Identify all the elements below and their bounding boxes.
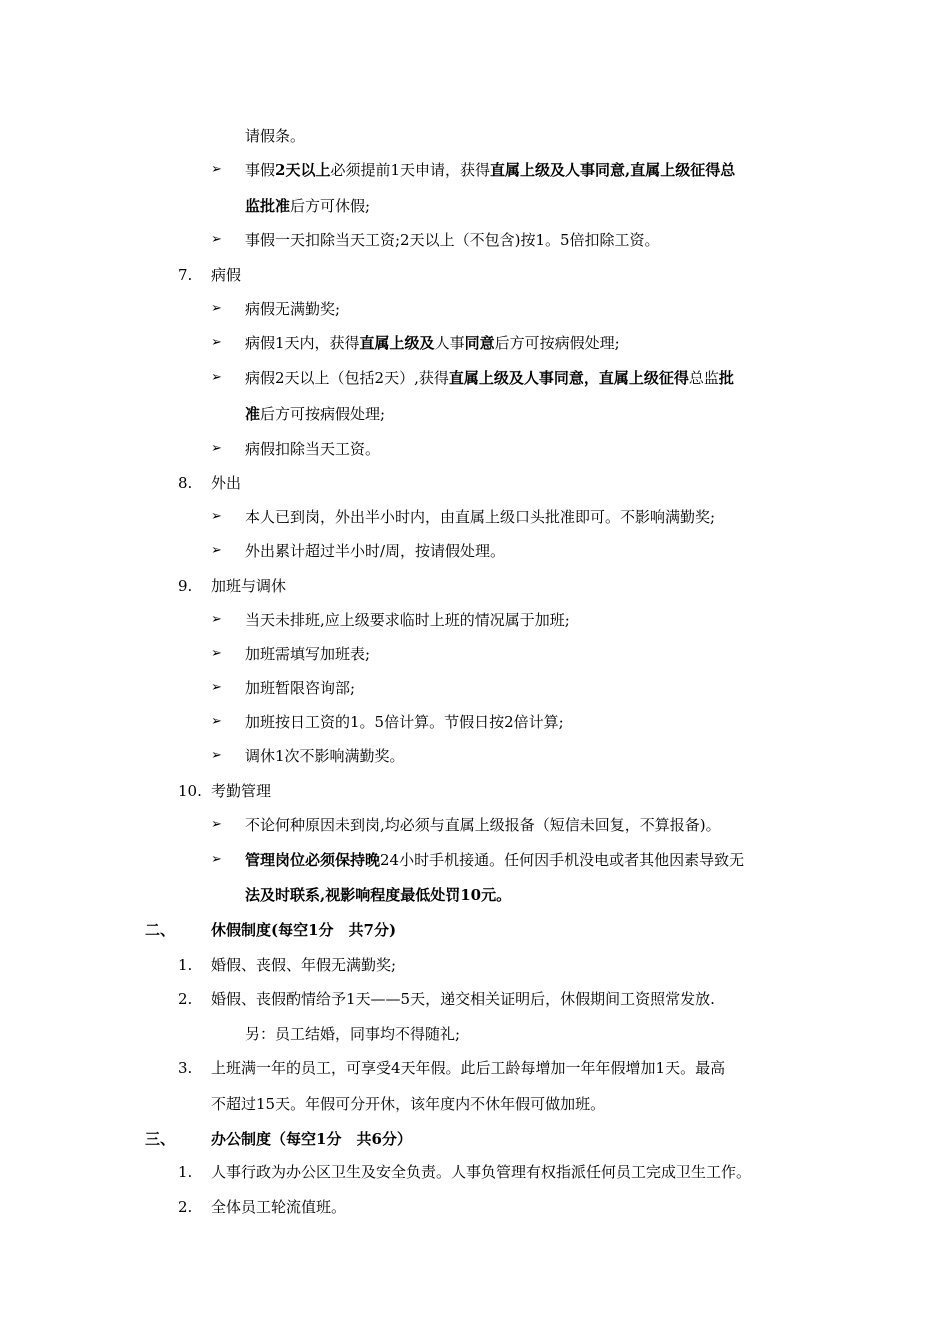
bullet-text: 病假无满勤奖; — [245, 300, 341, 318]
text-run: 人事 — [434, 334, 465, 352]
bold-run: 同意 — [464, 334, 495, 352]
bold-run: 准 — [245, 405, 261, 423]
text-run: 病假1天内，获得 — [245, 334, 360, 352]
bullet-text: 加班按日工资的1。5倍计算。节假日按2倍计算; — [245, 713, 564, 731]
item-number: 1. — [178, 1163, 193, 1181]
bullet-text — [245, 333, 620, 353]
text-run: 后方可休假; — [290, 197, 371, 215]
arrow-bullet-icon: ➢ — [211, 748, 222, 763]
arrow-bullet-icon: ➢ — [211, 509, 222, 524]
item-number: 1. — [178, 956, 193, 974]
item-number: 2. — [178, 1198, 193, 1216]
bold-run: 直属上级及人事同意，直属上级征得 — [448, 369, 689, 387]
bullet-text: 不论何种原因未到岗,均必须与直属上级报备（短信未回复，不算报备)。 — [245, 816, 721, 834]
arrow-bullet-icon: ➢ — [211, 646, 222, 661]
item-text: 人事行政为办公区卫生及安全负责。人事负管理有权指派任何员工完成卫生工作。 — [211, 1163, 752, 1181]
bullet-text: 外出累计超过半小时/周，按请假处理。 — [245, 542, 506, 560]
continuation-text: 请假条。 — [245, 127, 306, 145]
item-title: 外出 — [211, 474, 242, 492]
item-text: 婚假、丧假酌情给予1天——5天，递交相关证明后，休假期间工资照常发放. — [211, 990, 715, 1008]
bullet-text-cont — [245, 404, 385, 424]
text-run: 病假2天以上（包括2天）,获得 — [245, 369, 449, 387]
arrow-bullet-icon: ➢ — [211, 612, 222, 627]
item-number: 3. — [178, 1059, 193, 1077]
item-number: 8. — [178, 474, 193, 492]
arrow-bullet-icon: ➢ — [211, 714, 222, 729]
item-number: 2. — [178, 990, 193, 1008]
text-run: 事假 — [245, 161, 276, 179]
bullet-text — [245, 160, 735, 180]
section-number: 三、 — [145, 1130, 176, 1148]
bold-run: 2天以上 — [275, 161, 331, 179]
item-subtext: 另：员工结婚，同事均不得随礼; — [245, 1025, 461, 1043]
bullet-text: 本人已到岗，外出半小时内，由直属上级口头批准即可。不影响满勤奖; — [245, 508, 716, 526]
bullet-text: 当天未排班,应上级要求临时上班的情况属于加班; — [245, 611, 570, 629]
bullet-text: 加班暂限咨询部; — [245, 679, 356, 697]
item-text: 全体员工轮流值班。 — [211, 1198, 347, 1216]
bullet-text — [245, 368, 734, 388]
bold-run: 批 — [718, 369, 734, 387]
bullet-text-cont — [245, 196, 370, 216]
section-number: 二、 — [145, 921, 176, 939]
arrow-bullet-icon: ➢ — [211, 335, 222, 350]
bullet-text: 调休1次不影响满勤奖。 — [245, 747, 405, 765]
bold-run: 直属上级及人事同意,直属上级征得总 — [490, 161, 736, 179]
arrow-bullet-icon: ➢ — [211, 852, 222, 867]
arrow-bullet-icon: ➢ — [211, 543, 222, 558]
bold-run: 监批准 — [245, 197, 291, 215]
bullet-text: 加班需填写加班表; — [245, 645, 371, 663]
text-run: 总监 — [688, 369, 719, 387]
item-number: 7. — [178, 266, 193, 284]
arrow-bullet-icon: ➢ — [211, 370, 222, 385]
bold-run: 直属上级及 — [359, 334, 435, 352]
section-title: 休假制度(每空1分 共7分) — [211, 921, 397, 939]
section-title: 办公制度（每空1分 共6分） — [211, 1130, 412, 1148]
bullet-text: 事假一天扣除当天工资;2天以上（不包含)按1。5倍扣除工资。 — [245, 231, 660, 249]
text-run: 后方可按病假处理; — [494, 334, 620, 352]
arrow-bullet-icon: ➢ — [211, 301, 222, 316]
text-run: 必须提前1天申请，获得 — [330, 161, 490, 179]
text-run: 24小时手机接通。任何因手机没电或者其他因素导致无 — [380, 851, 745, 869]
arrow-bullet-icon: ➢ — [211, 162, 222, 177]
item-title: 病假 — [211, 266, 242, 284]
bullet-text-cont: 法及时联系,视影响程度最低处罚10元。 — [245, 886, 512, 904]
text-run: 后方可按病假处理; — [260, 405, 386, 423]
item-number: 10. — [178, 782, 202, 800]
arrow-bullet-icon: ➢ — [211, 680, 222, 695]
item-text: 婚假、丧假、年假无满勤奖; — [211, 956, 397, 974]
bullet-text — [245, 850, 744, 870]
arrow-bullet-icon: ➢ — [211, 441, 222, 456]
item-title: 加班与调休 — [211, 577, 287, 595]
item-title: 考勤管理 — [211, 782, 272, 800]
bullet-text: 病假扣除当天工资。 — [245, 440, 381, 458]
item-number: 9. — [178, 577, 193, 595]
item-text-cont: 不超过15天。年假可分开休，该年度内不休年假可做加班。 — [211, 1095, 606, 1113]
arrow-bullet-icon: ➢ — [211, 817, 222, 832]
item-text: 上班满一年的员工，可享受4天年假。此后工龄每增加一年年假增加1天。最高 — [211, 1059, 726, 1077]
bold-run: 管理岗位必须保持晚 — [245, 851, 381, 869]
arrow-bullet-icon: ➢ — [211, 232, 222, 247]
